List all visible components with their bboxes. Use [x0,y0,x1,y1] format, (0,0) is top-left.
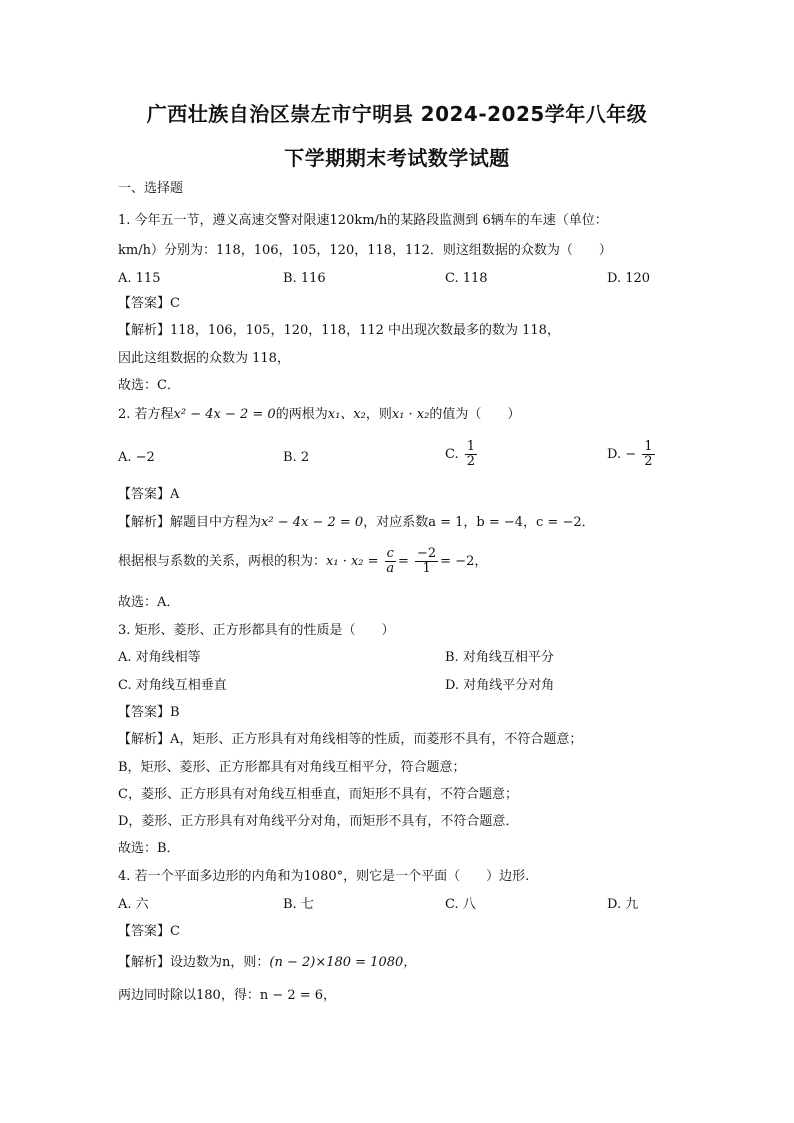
q4-analysis-1-prefix: 【解析】设边数为n，则： [118,955,270,970]
q2-option-d [607,440,657,469]
q3-analysis-5: 故选：B． [118,841,180,856]
q1-option-d: D. 120 [607,271,651,286]
q1-analysis-3: 故选：C． [118,378,180,393]
q4-option-a: A. 六 [118,897,149,912]
q3-analysis-2: B，矩形、菱形、正方形都具有对角线互相平分，符合题意； [118,760,466,775]
fraction-denominator: 2 [644,454,653,469]
q2-option-d-label: D. − [607,447,637,462]
q4-option-b: B. 七 [283,897,314,912]
q2-analysis-1-prefix: 【解析】解题目中方程为 [118,515,262,530]
q3-option-b: B. 对角线互相平分 [445,650,554,665]
q3-stem: 3. 矩形、菱形、正方形都具有的性质是（ ） [118,623,395,638]
q1-option-b: B. 116 [283,271,326,286]
q1-stem-line1: 1. 今年五一节，遵义高速交警对限速120km/h的某路段监测到 6辆车的车速（单位： [118,213,608,228]
q1-option-c: C. 118 [445,271,488,286]
q2-stem-mid2: ，则 [365,407,392,422]
fraction-numerator: 1 [466,439,476,454]
q4-option-d: D. 九 [607,897,639,912]
document-title-line2: 下学期期末考试数学试题 [284,146,510,170]
fraction-numerator: c [386,546,394,561]
q2-analysis-2-fraction-value [415,547,438,576]
q3-analysis-3: C，菱形、正方形具有对角线互相垂直，而矩形不具有，不符合题意； [118,787,518,802]
q2-option-c-fraction [465,440,477,469]
fraction-denominator: 1 [422,561,431,576]
q3-option-c: C. 对角线互相垂直 [118,678,227,693]
q2-analysis-2-lhs: x₁ · x₂ = [326,554,379,569]
fraction-numerator: −2 [417,546,437,561]
q2-analysis-2-fraction-c-over-a [385,547,396,576]
q2-option-d-fraction [642,440,654,469]
fraction-numerator: 1 [644,439,653,454]
q1-analysis-1: 【解析】118，106，105，120，118，112 中出现次数最多的数为 118， [118,323,560,338]
q2-analysis-2-result: = −2， [440,554,488,569]
q4-stem: 4. 若一个平面多边形的内角和为1080°，则它是一个平面（ ）边形. [118,869,530,884]
q2-roots: x₁、x₂ [327,407,366,422]
q2-product: x₁ · x₂ [391,407,430,422]
q2-option-a: A. −2 [118,450,155,465]
q4-analysis-1 [118,954,416,972]
q3-option-d: D. 对角线平分对角 [445,678,555,693]
q2-analysis-1-equation: x² − 4x − 2 = 0 [261,515,364,530]
q1-option-a: A. 115 [118,271,161,286]
q2-option-c-label: C. [445,447,459,462]
q3-analysis-4: D，菱形、正方形具有对角线平分对角，而矩形不具有，不符合题意． [118,814,519,829]
q3-option-a: A. 对角线相等 [118,650,201,665]
q2-analysis-2 [118,547,487,577]
q2-stem-prefix: 2. 若方程 [118,407,174,422]
q4-option-c: C. 八 [445,897,476,912]
q3-answer: 【答案】B [118,705,180,720]
fraction-denominator: 2 [466,454,476,469]
q2-equation: x² − 4x − 2 = 0 [173,407,276,422]
q1-analysis-2: 因此这组数据的众数为 118， [118,351,290,366]
q2-analysis-1 [118,514,595,532]
q2-analysis-1-suffix: ，对应系数a = 1，b = −4，c = −2． [363,515,595,530]
q2-option-c [445,440,479,469]
q3-analysis-1: 【解析】A，矩形、正方形具有对角线相等的性质，而菱形不具有，不符合题意； [118,732,583,747]
document-title-line1: 广西壮族自治区崇左市宁明县 2024-2025学年八年级 [146,102,648,126]
q2-analysis-2-prefix: 根据根与系数的关系，两根的积为： [118,554,327,569]
section-heading: 一、选择题 [118,181,184,196]
q1-answer: 【答案】C [118,296,180,311]
q2-answer: 【答案】A [118,487,180,502]
q4-answer: 【答案】C [118,924,180,939]
q2-conclusion: 故选：A． [118,595,180,610]
q2-stem-mid: 的两根为 [275,407,328,422]
q2-analysis-2-equals: = [397,554,409,569]
q2-stem [118,406,520,424]
q2-option-b: B. 2 [283,450,310,465]
fraction-denominator: a [386,561,395,576]
q4-analysis-2: 两边同时除以180，得：n − 2 = 6， [118,988,337,1003]
q4-analysis-1-equation: (n − 2)×180 = 1080， [269,955,417,970]
q2-stem-suffix: 的值为（ ） [429,407,521,422]
q1-stem-line2: km/h）分别为：118，106，105，120，118，112．则这组数据的众数为（ ） [118,243,612,258]
